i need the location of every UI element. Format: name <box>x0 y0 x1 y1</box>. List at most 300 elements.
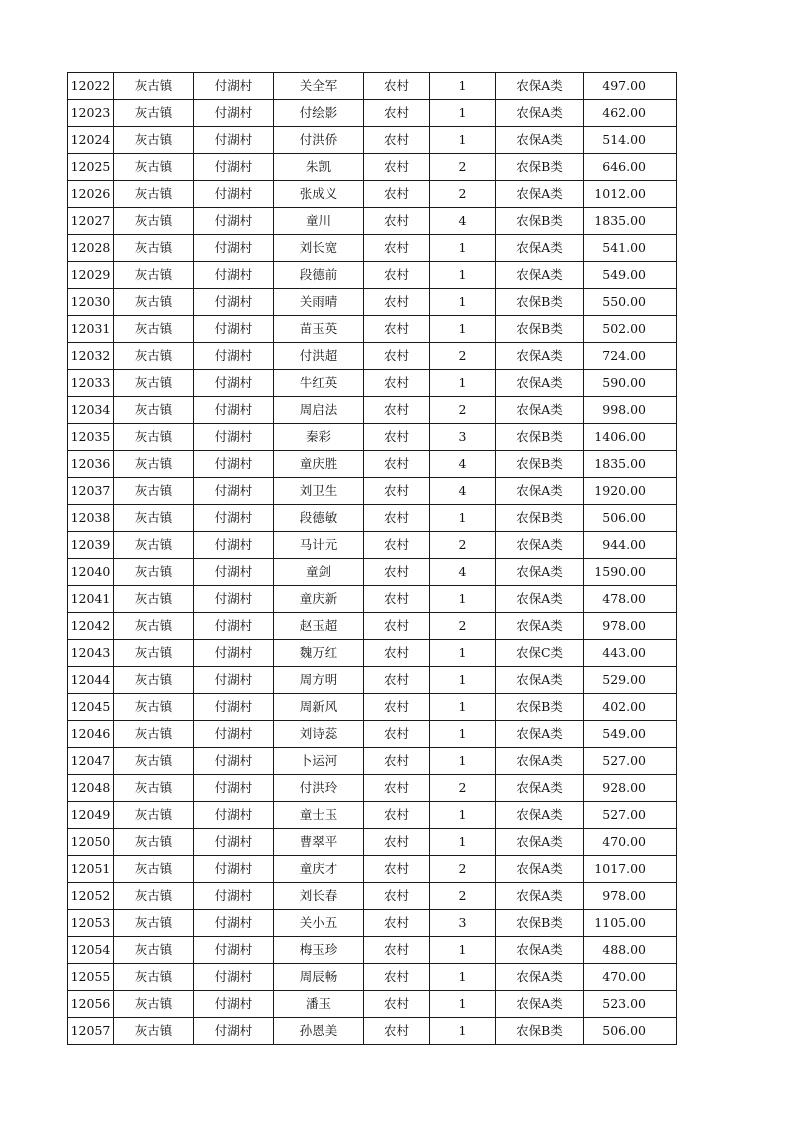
cell-household-type: 农村 <box>364 721 430 748</box>
cell-person-count: 1 <box>430 100 496 127</box>
cell-amount: 549.00 <box>584 721 677 748</box>
cell-town: 灰古镇 <box>114 154 194 181</box>
cell-name: 关小五 <box>274 910 364 937</box>
cell-name: 马计元 <box>274 532 364 559</box>
cell-village: 付湖村 <box>194 181 274 208</box>
cell-amount: 523.00 <box>584 991 677 1018</box>
cell-category: 农保A类 <box>496 586 584 613</box>
cell-town: 灰古镇 <box>114 73 194 100</box>
cell-town: 灰古镇 <box>114 937 194 964</box>
cell-person-count: 2 <box>430 883 496 910</box>
cell-household-type: 农村 <box>364 1018 430 1045</box>
cell-village: 付湖村 <box>194 370 274 397</box>
cell-category: 农保A类 <box>496 100 584 127</box>
cell-town: 灰古镇 <box>114 100 194 127</box>
cell-household-type: 农村 <box>364 154 430 181</box>
cell-village: 付湖村 <box>194 316 274 343</box>
table-row <box>68 802 677 829</box>
cell-name: 刘长宽 <box>274 235 364 262</box>
cell-category: 农保A类 <box>496 937 584 964</box>
cell-amount: 443.00 <box>584 640 677 667</box>
cell-person-count: 2 <box>430 613 496 640</box>
cell-person-count: 3 <box>430 910 496 937</box>
cell-person-count: 1 <box>430 694 496 721</box>
cell-id: 12033 <box>68 370 114 397</box>
table-row <box>68 910 677 937</box>
table-row <box>68 1018 677 1045</box>
cell-category: 农保A类 <box>496 559 584 586</box>
cell-town: 灰古镇 <box>114 181 194 208</box>
cell-id: 12054 <box>68 937 114 964</box>
cell-person-count: 2 <box>430 397 496 424</box>
cell-id: 12042 <box>68 613 114 640</box>
cell-category: 农保A类 <box>496 478 584 505</box>
table-row <box>68 532 677 559</box>
cell-id: 12057 <box>68 1018 114 1045</box>
cell-person-count: 1 <box>430 505 496 532</box>
cell-household-type: 农村 <box>364 937 430 964</box>
cell-household-type: 农村 <box>364 856 430 883</box>
cell-amount: 529.00 <box>584 667 677 694</box>
table-row <box>68 667 677 694</box>
cell-person-count: 1 <box>430 937 496 964</box>
cell-amount: 1012.00 <box>584 181 677 208</box>
cell-person-count: 2 <box>430 343 496 370</box>
cell-household-type: 农村 <box>364 397 430 424</box>
table-row <box>68 208 677 235</box>
cell-amount: 527.00 <box>584 802 677 829</box>
table-row <box>68 181 677 208</box>
cell-household-type: 农村 <box>364 586 430 613</box>
cell-village: 付湖村 <box>194 262 274 289</box>
cell-amount: 478.00 <box>584 586 677 613</box>
cell-category: 农保A类 <box>496 73 584 100</box>
table-row <box>68 73 677 100</box>
cell-household-type: 农村 <box>364 613 430 640</box>
cell-name: 付洪玲 <box>274 775 364 802</box>
cell-town: 灰古镇 <box>114 883 194 910</box>
cell-person-count: 1 <box>430 370 496 397</box>
cell-id: 12040 <box>68 559 114 586</box>
cell-name: 赵玉超 <box>274 613 364 640</box>
cell-id: 12050 <box>68 829 114 856</box>
table-row <box>68 505 677 532</box>
cell-person-count: 2 <box>430 532 496 559</box>
cell-name: 秦彩 <box>274 424 364 451</box>
cell-name: 付洪侨 <box>274 127 364 154</box>
cell-name: 段德敏 <box>274 505 364 532</box>
cell-amount: 527.00 <box>584 748 677 775</box>
cell-village: 付湖村 <box>194 910 274 937</box>
cell-village: 付湖村 <box>194 154 274 181</box>
table-row <box>68 937 677 964</box>
table-row <box>68 775 677 802</box>
cell-amount: 928.00 <box>584 775 677 802</box>
cell-category: 农保B类 <box>496 424 584 451</box>
cell-category: 农保A类 <box>496 181 584 208</box>
cell-household-type: 农村 <box>364 505 430 532</box>
table-row <box>68 262 677 289</box>
data-table <box>67 72 677 1045</box>
cell-household-type: 农村 <box>364 424 430 451</box>
cell-person-count: 1 <box>430 721 496 748</box>
cell-amount: 1590.00 <box>584 559 677 586</box>
cell-amount: 488.00 <box>584 937 677 964</box>
document-page <box>67 72 676 1045</box>
cell-category: 农保C类 <box>496 640 584 667</box>
cell-village: 付湖村 <box>194 937 274 964</box>
table-row <box>68 370 677 397</box>
cell-village: 付湖村 <box>194 343 274 370</box>
cell-person-count: 1 <box>430 73 496 100</box>
cell-village: 付湖村 <box>194 1018 274 1045</box>
cell-id: 12034 <box>68 397 114 424</box>
cell-id: 12044 <box>68 667 114 694</box>
cell-person-count: 2 <box>430 181 496 208</box>
table-row <box>68 451 677 478</box>
cell-town: 灰古镇 <box>114 397 194 424</box>
cell-village: 付湖村 <box>194 532 274 559</box>
cell-town: 灰古镇 <box>114 964 194 991</box>
cell-amount: 1835.00 <box>584 451 677 478</box>
cell-amount: 1406.00 <box>584 424 677 451</box>
cell-category: 农保A类 <box>496 964 584 991</box>
cell-category: 农保A类 <box>496 262 584 289</box>
cell-name: 苗玉英 <box>274 316 364 343</box>
table-row <box>68 478 677 505</box>
cell-category: 农保A类 <box>496 721 584 748</box>
cell-name: 刘诗蕊 <box>274 721 364 748</box>
cell-town: 灰古镇 <box>114 829 194 856</box>
cell-id: 12047 <box>68 748 114 775</box>
cell-person-count: 1 <box>430 262 496 289</box>
cell-name: 付绘影 <box>274 100 364 127</box>
cell-town: 灰古镇 <box>114 289 194 316</box>
cell-category: 农保A类 <box>496 802 584 829</box>
table-row <box>68 964 677 991</box>
cell-village: 付湖村 <box>194 586 274 613</box>
cell-person-count: 2 <box>430 775 496 802</box>
cell-name: 童士玉 <box>274 802 364 829</box>
cell-person-count: 1 <box>430 1018 496 1045</box>
cell-village: 付湖村 <box>194 451 274 478</box>
cell-household-type: 农村 <box>364 910 430 937</box>
cell-village: 付湖村 <box>194 127 274 154</box>
cell-household-type: 农村 <box>364 262 430 289</box>
table-row <box>68 397 677 424</box>
cell-id: 12048 <box>68 775 114 802</box>
cell-person-count: 1 <box>430 829 496 856</box>
cell-person-count: 2 <box>430 154 496 181</box>
table-row <box>68 343 677 370</box>
cell-village: 付湖村 <box>194 748 274 775</box>
cell-category: 农保A类 <box>496 829 584 856</box>
cell-id: 12036 <box>68 451 114 478</box>
cell-town: 灰古镇 <box>114 370 194 397</box>
cell-id: 12025 <box>68 154 114 181</box>
cell-name: 卜运河 <box>274 748 364 775</box>
cell-amount: 550.00 <box>584 289 677 316</box>
cell-name: 童庆胜 <box>274 451 364 478</box>
cell-household-type: 农村 <box>364 802 430 829</box>
cell-amount: 590.00 <box>584 370 677 397</box>
cell-amount: 978.00 <box>584 613 677 640</box>
cell-amount: 944.00 <box>584 532 677 559</box>
cell-village: 付湖村 <box>194 883 274 910</box>
cell-household-type: 农村 <box>364 73 430 100</box>
cell-village: 付湖村 <box>194 289 274 316</box>
cell-amount: 502.00 <box>584 316 677 343</box>
cell-town: 灰古镇 <box>114 586 194 613</box>
cell-name: 童川 <box>274 208 364 235</box>
cell-person-count: 2 <box>430 856 496 883</box>
cell-town: 灰古镇 <box>114 721 194 748</box>
cell-person-count: 1 <box>430 991 496 1018</box>
cell-id: 12043 <box>68 640 114 667</box>
cell-village: 付湖村 <box>194 991 274 1018</box>
cell-town: 灰古镇 <box>114 235 194 262</box>
table-row <box>68 613 677 640</box>
cell-person-count: 4 <box>430 559 496 586</box>
cell-household-type: 农村 <box>364 964 430 991</box>
cell-village: 付湖村 <box>194 667 274 694</box>
cell-category: 农保B类 <box>496 316 584 343</box>
cell-category: 农保B类 <box>496 910 584 937</box>
cell-amount: 978.00 <box>584 883 677 910</box>
cell-id: 12029 <box>68 262 114 289</box>
cell-amount: 506.00 <box>584 1018 677 1045</box>
cell-name: 曹翠平 <box>274 829 364 856</box>
cell-household-type: 农村 <box>364 775 430 802</box>
cell-person-count: 1 <box>430 586 496 613</box>
cell-person-count: 4 <box>430 478 496 505</box>
cell-person-count: 1 <box>430 802 496 829</box>
cell-village: 付湖村 <box>194 100 274 127</box>
cell-household-type: 农村 <box>364 883 430 910</box>
table-row <box>68 316 677 343</box>
cell-id: 12055 <box>68 964 114 991</box>
cell-id: 12032 <box>68 343 114 370</box>
cell-name: 周启法 <box>274 397 364 424</box>
cell-id: 12028 <box>68 235 114 262</box>
cell-category: 农保A类 <box>496 613 584 640</box>
cell-amount: 646.00 <box>584 154 677 181</box>
cell-town: 灰古镇 <box>114 640 194 667</box>
cell-category: 农保B类 <box>496 694 584 721</box>
cell-village: 付湖村 <box>194 694 274 721</box>
cell-category: 农保A类 <box>496 127 584 154</box>
cell-village: 付湖村 <box>194 721 274 748</box>
cell-name: 梅玉珍 <box>274 937 364 964</box>
cell-village: 付湖村 <box>194 613 274 640</box>
cell-name: 朱凯 <box>274 154 364 181</box>
cell-amount: 470.00 <box>584 829 677 856</box>
cell-town: 灰古镇 <box>114 505 194 532</box>
cell-household-type: 农村 <box>364 100 430 127</box>
table-row <box>68 289 677 316</box>
cell-id: 12027 <box>68 208 114 235</box>
cell-id: 12052 <box>68 883 114 910</box>
cell-id: 12046 <box>68 721 114 748</box>
cell-name: 关雨晴 <box>274 289 364 316</box>
cell-household-type: 农村 <box>364 289 430 316</box>
table-row <box>68 991 677 1018</box>
cell-person-count: 1 <box>430 127 496 154</box>
cell-household-type: 农村 <box>364 667 430 694</box>
cell-category: 农保B类 <box>496 154 584 181</box>
cell-household-type: 农村 <box>364 316 430 343</box>
table-row <box>68 424 677 451</box>
cell-category: 农保A类 <box>496 667 584 694</box>
cell-village: 付湖村 <box>194 856 274 883</box>
cell-amount: 1920.00 <box>584 478 677 505</box>
cell-town: 灰古镇 <box>114 613 194 640</box>
cell-person-count: 4 <box>430 451 496 478</box>
cell-village: 付湖村 <box>194 397 274 424</box>
cell-town: 灰古镇 <box>114 991 194 1018</box>
cell-category: 农保B类 <box>496 208 584 235</box>
cell-town: 灰古镇 <box>114 694 194 721</box>
cell-name: 关全军 <box>274 73 364 100</box>
cell-id: 12039 <box>68 532 114 559</box>
cell-town: 灰古镇 <box>114 208 194 235</box>
cell-town: 灰古镇 <box>114 748 194 775</box>
cell-town: 灰古镇 <box>114 316 194 343</box>
cell-household-type: 农村 <box>364 235 430 262</box>
cell-amount: 497.00 <box>584 73 677 100</box>
cell-name: 周方明 <box>274 667 364 694</box>
cell-village: 付湖村 <box>194 424 274 451</box>
cell-household-type: 农村 <box>364 181 430 208</box>
cell-id: 12041 <box>68 586 114 613</box>
cell-name: 童剑 <box>274 559 364 586</box>
cell-category: 农保A类 <box>496 856 584 883</box>
cell-town: 灰古镇 <box>114 1018 194 1045</box>
cell-village: 付湖村 <box>194 829 274 856</box>
cell-amount: 470.00 <box>584 964 677 991</box>
cell-category: 农保A类 <box>496 397 584 424</box>
cell-household-type: 农村 <box>364 370 430 397</box>
cell-household-type: 农村 <box>364 451 430 478</box>
cell-name: 魏万红 <box>274 640 364 667</box>
table-row <box>68 694 677 721</box>
cell-name: 周新风 <box>274 694 364 721</box>
cell-amount: 724.00 <box>584 343 677 370</box>
cell-id: 12026 <box>68 181 114 208</box>
cell-village: 付湖村 <box>194 235 274 262</box>
cell-household-type: 农村 <box>364 991 430 1018</box>
cell-household-type: 农村 <box>364 829 430 856</box>
cell-category: 农保A类 <box>496 370 584 397</box>
cell-amount: 998.00 <box>584 397 677 424</box>
cell-person-count: 1 <box>430 964 496 991</box>
cell-name: 付洪超 <box>274 343 364 370</box>
cell-name: 段德前 <box>274 262 364 289</box>
cell-town: 灰古镇 <box>114 424 194 451</box>
cell-household-type: 农村 <box>364 694 430 721</box>
cell-id: 12035 <box>68 424 114 451</box>
cell-household-type: 农村 <box>364 640 430 667</box>
cell-name: 童庆新 <box>274 586 364 613</box>
cell-person-count: 1 <box>430 640 496 667</box>
cell-village: 付湖村 <box>194 640 274 667</box>
cell-town: 灰古镇 <box>114 478 194 505</box>
cell-amount: 1835.00 <box>584 208 677 235</box>
table-row <box>68 127 677 154</box>
cell-name: 潘玉 <box>274 991 364 1018</box>
cell-town: 灰古镇 <box>114 559 194 586</box>
cell-id: 12053 <box>68 910 114 937</box>
cell-household-type: 农村 <box>364 208 430 235</box>
cell-id: 12051 <box>68 856 114 883</box>
cell-amount: 402.00 <box>584 694 677 721</box>
cell-id: 12049 <box>68 802 114 829</box>
table-body <box>68 73 677 1045</box>
cell-household-type: 农村 <box>364 127 430 154</box>
cell-id: 12031 <box>68 316 114 343</box>
table-row <box>68 559 677 586</box>
cell-town: 灰古镇 <box>114 775 194 802</box>
cell-id: 12038 <box>68 505 114 532</box>
cell-village: 付湖村 <box>194 208 274 235</box>
cell-person-count: 1 <box>430 748 496 775</box>
cell-id: 12037 <box>68 478 114 505</box>
cell-amount: 462.00 <box>584 100 677 127</box>
cell-category: 农保A类 <box>496 532 584 559</box>
cell-name: 童庆才 <box>274 856 364 883</box>
cell-name: 孙恩美 <box>274 1018 364 1045</box>
cell-town: 灰古镇 <box>114 262 194 289</box>
cell-village: 付湖村 <box>194 478 274 505</box>
cell-person-count: 1 <box>430 235 496 262</box>
cell-name: 牛红英 <box>274 370 364 397</box>
cell-id: 12023 <box>68 100 114 127</box>
cell-category: 农保A类 <box>496 991 584 1018</box>
cell-household-type: 农村 <box>364 748 430 775</box>
cell-name: 张成义 <box>274 181 364 208</box>
cell-person-count: 1 <box>430 289 496 316</box>
table-row <box>68 721 677 748</box>
cell-category: 农保A类 <box>496 883 584 910</box>
cell-amount: 549.00 <box>584 262 677 289</box>
cell-category: 农保B类 <box>496 451 584 478</box>
cell-village: 付湖村 <box>194 802 274 829</box>
table-row <box>68 235 677 262</box>
cell-category: 农保B类 <box>496 1018 584 1045</box>
cell-person-count: 1 <box>430 316 496 343</box>
table-row <box>68 640 677 667</box>
cell-category: 农保A类 <box>496 775 584 802</box>
cell-town: 灰古镇 <box>114 532 194 559</box>
cell-category: 农保B类 <box>496 289 584 316</box>
cell-person-count: 4 <box>430 208 496 235</box>
table-row <box>68 154 677 181</box>
cell-category: 农保A类 <box>496 235 584 262</box>
cell-amount: 506.00 <box>584 505 677 532</box>
cell-amount: 514.00 <box>584 127 677 154</box>
cell-town: 灰古镇 <box>114 667 194 694</box>
cell-category: 农保A类 <box>496 748 584 775</box>
cell-village: 付湖村 <box>194 73 274 100</box>
cell-person-count: 1 <box>430 667 496 694</box>
cell-amount: 1017.00 <box>584 856 677 883</box>
cell-name: 刘卫生 <box>274 478 364 505</box>
cell-household-type: 农村 <box>364 559 430 586</box>
table-row <box>68 748 677 775</box>
table-row <box>68 100 677 127</box>
cell-town: 灰古镇 <box>114 910 194 937</box>
cell-id: 12024 <box>68 127 114 154</box>
